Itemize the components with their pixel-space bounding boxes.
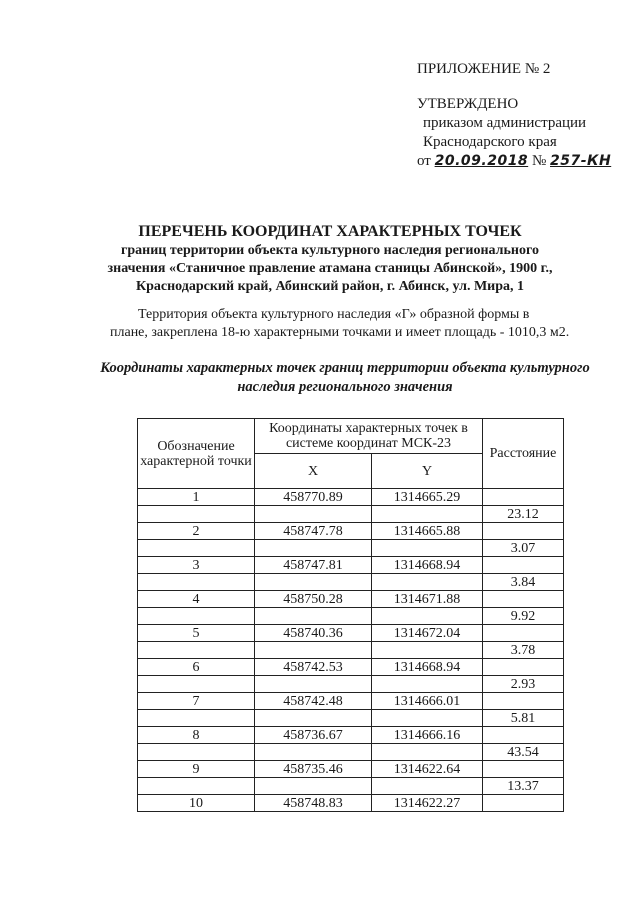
blank-cell (372, 642, 483, 659)
appendix-label: ПРИЛОЖЕНИЕ № 2 (417, 61, 551, 77)
table-row (138, 489, 564, 506)
distance-blank (483, 727, 564, 744)
distance-value: 3.78 (483, 642, 564, 659)
title-sub-3: Краснодарский край, Абинский район, г. Абинск, ул. Мира, 1 (135, 279, 525, 294)
order-no-sign: № (531, 153, 547, 169)
table-row (138, 523, 564, 540)
header-y: Y (372, 454, 483, 489)
title-sub-2: значения «Станичное правление атамана станицы Абинской», 1900 г., (107, 261, 553, 276)
coord-x: 458740.36 (255, 625, 372, 642)
order-from: от (417, 153, 431, 169)
blank-cell (372, 778, 483, 795)
blank-cell (138, 642, 255, 659)
blank-cell (138, 574, 255, 591)
blank-cell (138, 540, 255, 557)
blank-cell (255, 778, 372, 795)
distance-value: 9.92 (483, 608, 564, 625)
distance-blank (483, 761, 564, 778)
point-number: 1 (138, 489, 255, 506)
table-row (138, 795, 564, 812)
coord-x: 458748.83 (255, 795, 372, 812)
blank-cell (138, 744, 255, 761)
distance-row (138, 744, 564, 761)
distance-row (138, 540, 564, 557)
distance-blank (483, 489, 564, 506)
distance-value: 2.93 (483, 676, 564, 693)
title-sub-1: границ территории объекта культурного наследия регионального (121, 243, 539, 258)
table-row (138, 625, 564, 642)
distance-blank (483, 659, 564, 676)
coord-y: 1314672.04 (372, 625, 483, 642)
document-title (60, 222, 600, 296)
paragraph-line-1: Территория объекта культурного наследия «Г» образной формы в (138, 307, 530, 322)
order-line (417, 152, 611, 171)
distance-value: 3.07 (483, 540, 564, 557)
distance-row (138, 676, 564, 693)
approved-label: УТВЕРЖДЕНО (417, 96, 519, 112)
header-x: X (255, 454, 372, 489)
section-line-2: наследия регионального значения (237, 379, 453, 395)
point-number: 10 (138, 795, 255, 812)
coord-x: 458747.81 (255, 557, 372, 574)
distance-value: 23.12 (483, 506, 564, 523)
approval-block (417, 60, 611, 171)
paragraph-line-2: плане, закреплена 18-ю характерными точками и имеет площадь - 1010,3 м2. (110, 325, 570, 340)
order-number: 257-КН (550, 153, 612, 169)
coord-y: 1314668.94 (372, 557, 483, 574)
blank-cell (138, 710, 255, 727)
blank-cell (138, 608, 255, 625)
blank-cell (138, 778, 255, 795)
approved-line-1: приказом администрации (423, 115, 587, 131)
distance-row (138, 574, 564, 591)
coord-y: 1314622.64 (372, 761, 483, 778)
approved-line-2: Краснодарского края (423, 134, 557, 150)
blank-cell (372, 574, 483, 591)
coord-y: 1314666.16 (372, 727, 483, 744)
blank-cell (372, 710, 483, 727)
point-number: 7 (138, 693, 255, 710)
distance-row (138, 778, 564, 795)
blank-cell (372, 540, 483, 557)
point-number: 3 (138, 557, 255, 574)
blank-cell (255, 574, 372, 591)
blank-cell (255, 744, 372, 761)
distance-blank (483, 523, 564, 540)
title-main: ПЕРЕЧЕНЬ КООРДИНАТ ХАРАКТЕРНЫХ ТОЧЕК (138, 223, 522, 240)
table-row (138, 727, 564, 744)
distance-blank (483, 693, 564, 710)
table-row (138, 693, 564, 710)
distance-value: 5.81 (483, 710, 564, 727)
blank-cell (255, 642, 372, 659)
point-number: 8 (138, 727, 255, 744)
table-body (138, 489, 564, 812)
distance-blank (483, 557, 564, 574)
table-header-row (138, 419, 564, 454)
order-date: 20.09.2018 (434, 153, 529, 169)
distance-value: 3.84 (483, 574, 564, 591)
blank-cell (255, 608, 372, 625)
point-number: 5 (138, 625, 255, 642)
blank-cell (255, 540, 372, 557)
coord-y: 1314671.88 (372, 591, 483, 608)
description-paragraph (110, 306, 604, 342)
distance-blank (483, 795, 564, 812)
blank-cell (372, 506, 483, 523)
header-distance: Расстояние (483, 419, 564, 489)
blank-cell (372, 744, 483, 761)
coord-x: 458750.28 (255, 591, 372, 608)
distance-row (138, 608, 564, 625)
coord-x: 458742.53 (255, 659, 372, 676)
coord-y: 1314622.27 (372, 795, 483, 812)
blank-cell (255, 710, 372, 727)
blank-cell (255, 676, 372, 693)
blank-cell (255, 506, 372, 523)
blank-cell (372, 676, 483, 693)
header-point: Обозначение характерной точки (138, 419, 255, 489)
distance-row (138, 710, 564, 727)
coordinates-table (137, 418, 564, 812)
blank-cell (138, 676, 255, 693)
coord-x: 458736.67 (255, 727, 372, 744)
coord-y: 1314665.88 (372, 523, 483, 540)
coord-x: 458747.78 (255, 523, 372, 540)
table-row (138, 557, 564, 574)
coord-y: 1314665.29 (372, 489, 483, 506)
coord-x: 458770.89 (255, 489, 372, 506)
coord-x: 458735.46 (255, 761, 372, 778)
distance-row (138, 506, 564, 523)
table-row (138, 659, 564, 676)
blank-cell (372, 608, 483, 625)
distance-value: 43.54 (483, 744, 564, 761)
header-coords: Координаты характерных точек в системе координат МСК-23 (255, 419, 483, 454)
coord-x: 458742.48 (255, 693, 372, 710)
distance-blank (483, 625, 564, 642)
coord-y: 1314668.94 (372, 659, 483, 676)
point-number: 4 (138, 591, 255, 608)
distance-value: 13.37 (483, 778, 564, 795)
section-heading (60, 359, 630, 397)
point-number: 2 (138, 523, 255, 540)
table-row (138, 761, 564, 778)
blank-cell (138, 506, 255, 523)
section-line-1: Координаты характерных точек границ территории объекта культурного (100, 360, 590, 376)
distance-blank (483, 591, 564, 608)
distance-row (138, 642, 564, 659)
point-number: 6 (138, 659, 255, 676)
coord-y: 1314666.01 (372, 693, 483, 710)
table-row (138, 591, 564, 608)
point-number: 9 (138, 761, 255, 778)
